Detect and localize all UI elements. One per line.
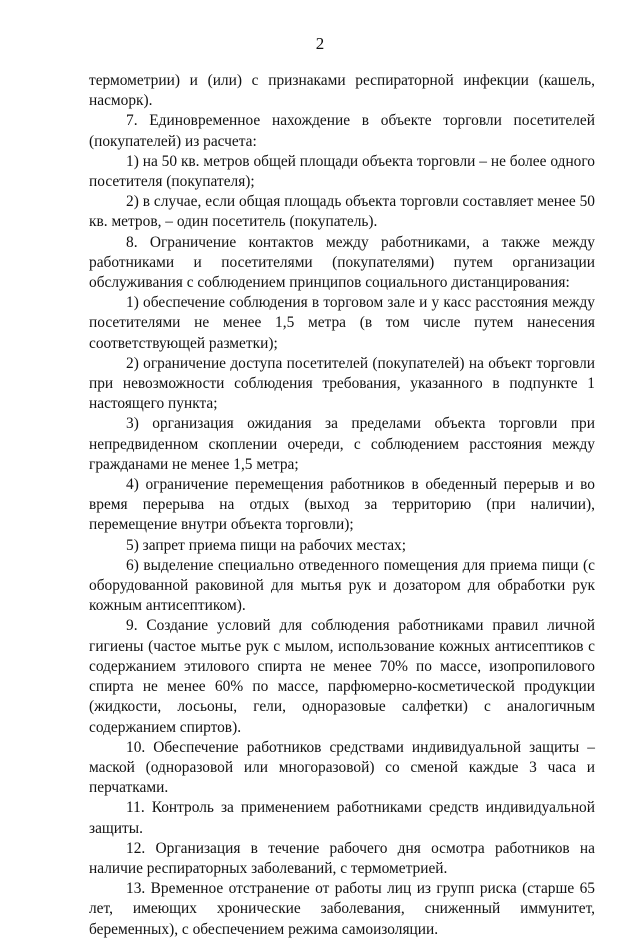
paragraph-item-8-6: 6) выделение специально отведенного помещения для приема пищи (с оборудованной раковиной для мытья рук и дозатором для обработки рук кожным антисептиком). [89,556,595,615]
page-number: 2 [315,34,325,53]
paragraph-item-12: 12. Организация в течение рабочего дня осмотра работников на наличие респираторных заболеваний, с термометрией. [89,839,595,877]
paragraph-item-13: 13. Временное отстранение от работы лиц из групп риска (старше 65 лет, имеющих хронические заболевания, сниженный иммунитет, беременных), с обеспечением режима самоизоляции. [89,880,595,938]
paragraph-item-10: 10. Обеспечение работников средствами индивидуальной защиты – маской (одноразовой или многоразовой) со сменой каждые 3 часа и перчатками. [89,738,595,797]
paragraph-item-7-2: 2) в случае, если общая площадь объекта торговли составляет менее 50 кв. метров, – один посетитель (покупатель). [89,193,595,231]
paragraph-item-8-4: 4) ограничение перемещения работников в обеденный перерыв и во время перерыва на отдых (выход за территорию (при наличии), перемещение внутри объекта торговли); [89,476,595,534]
paragraph-item-7-1: 1) на 50 кв. метров общей площади объекта торговли – не более одного посетителя (покупателя); [89,152,595,191]
paragraph-continuation: термометрии) и (или) с признаками респираторной инфекции (кашель, насморк). [89,72,595,110]
paragraph-item-11: 11. Контроль за применением работниками средств индивидуальной защиты. [89,799,595,837]
paragraph-item-8: 8. Ограничение контактов между работниками, а также между работниками и посетителями (покупателями) путем организации обслуживания с соблюдением принципов социального дистанцирования: [89,233,595,292]
paragraph-item-8-3: 3) организация ожидания за пределами объекта торговли при непредвиденном скоплении очереди, с соблюдением расстояния между гражданами не менее 1,5 метра; [89,415,595,473]
paragraph-item-8-1: 1) обеспечение соблюдения в торговом зале и у касс расстояния между посетителями не менее 1,5 метра (в том числе путем нанесения соответствующей разметки); [89,294,595,352]
paragraph-item-8-5: 5) запрет приема пищи на рабочих местах; [126,536,407,554]
paragraph-item-8-2: 2) ограничение доступа посетителей (покупателей) на объект торговли при невозможности соблюдения требования, указанного в подпункте 1 настоящего пункта; [89,354,595,413]
paragraph-item-9: 9. Создание условий для соблюдения работниками правил личной гигиены (частое мытье рук с мылом, использование кожных антисептиков с содержанием этилового спирта не менее 70% по массе, изопропилового спирта не менее 60% по массе, парфюмерно-косметической продукции (жидкости, лосьоны, гели, одноразовые салфетки) с аналогичным содержанием спиртов). [89,617,595,736]
document-body [89,71,595,940]
paragraph-item-7: 7. Единовременное нахождение в объекте торговли посетителей (покупателей) из расчета: [89,112,595,150]
